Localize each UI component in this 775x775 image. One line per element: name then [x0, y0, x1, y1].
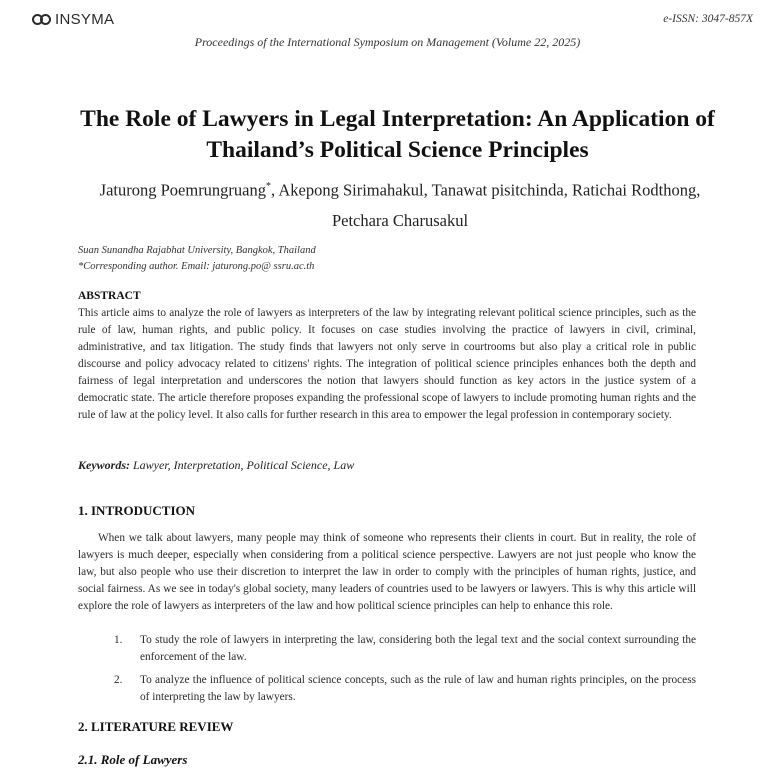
- keywords-line: [78, 458, 354, 473]
- journal-logo: [32, 11, 114, 28]
- subsection-heading-role-of-lawyers: 2.1. Role of Lawyers: [78, 752, 188, 767]
- keywords-value: Lawyer, Interpretation, Political Science, Law: [133, 458, 355, 472]
- author-list: [70, 172, 730, 236]
- section-heading-literature-review: 2. LITERATURE REVIEW: [78, 719, 234, 734]
- affiliation-block: [78, 243, 316, 275]
- abstract-heading: ABSTRACT: [78, 290, 141, 302]
- objective-text: To analyze the influence of political science concepts, such as the rule of law and human rights principles, on the process of interpreting the law by lawyers.: [140, 674, 696, 703]
- objective-item: [114, 632, 696, 666]
- corresponding-author: *Corresponding author. Email: jaturong.po@ ssru.ac.th: [78, 261, 315, 272]
- logo-rings-icon: [32, 13, 54, 26]
- paper-title: The Role of Lawyers in Legal Interpretation: An Application of Thailand’s Political Science Principles: [80, 106, 715, 163]
- corresponding-mark: *: [266, 181, 272, 192]
- logo-text: INSYMA: [55, 11, 115, 28]
- keywords-label: Keywords:: [78, 458, 130, 472]
- objective-number: 1.: [114, 634, 123, 646]
- proceedings-header: Proceedings of the International Symposium on Management (Volume 22, 2025): [194, 35, 581, 49]
- first-author: Jaturong Poemrungruang: [99, 180, 267, 200]
- issn-label: e-ISSN: 3047-857X: [663, 13, 753, 25]
- objective-number: 2.: [114, 674, 123, 686]
- other-authors: , Akepong Sirimahakul, Tanawat pisitchinda, Ratichai Rodthong, Petchara Charusakul: [271, 180, 701, 230]
- objective-text: To study the role of lawyers in interpreting the law, considering both the legal text and the social context surrounding the enforcement of the law.: [140, 634, 696, 663]
- affiliation: Suan Sunandha Rajabhat University, Bangkok, Thailand: [78, 245, 316, 256]
- section-heading-introduction: 1. INTRODUCTION: [78, 503, 196, 518]
- abstract-body: This article aims to analyze the role of lawyers as interpreters of the law by integrating relevant political science principles, such as the rule of law, human rights, and public policy. It focuses on case studies involving the practice of lawyers in civil, criminal, administrative, and tax litigation. The study finds that lawyers not only serve in courtrooms but also play a critical role in public discourse and policy advocacy related to citizens' rights. The integration of political science principles enhances both the depth and fairness of legal interpretation and underscores the notion that lawyers should function as key actors in the justice system of a democratic state. The article therefore proposes expanding the professional scope of lawyers to include promoting human rights and the rule of law at the policy level. It also calls for further research in this area to empower the legal profession in contemporary society.: [78, 307, 696, 421]
- objective-item: [114, 672, 696, 706]
- intro-paragraph: When we talk about lawyers, many people may think of someone who represents their clients in court. But in reality, the role of lawyers is much deeper, especially when considering from a political science perspective. Lawyers are not just people who know the law, but also people who use their discretion to interpret the law in order to comply with the principles of human rights, justice, and social fairness. As we see in today's global society, many leaders of countries used to be lawyers or lawyers. This is why this article will explore the role of lawyers as interpreters of the law and how political science principles can help to enhance this role.: [78, 532, 696, 612]
